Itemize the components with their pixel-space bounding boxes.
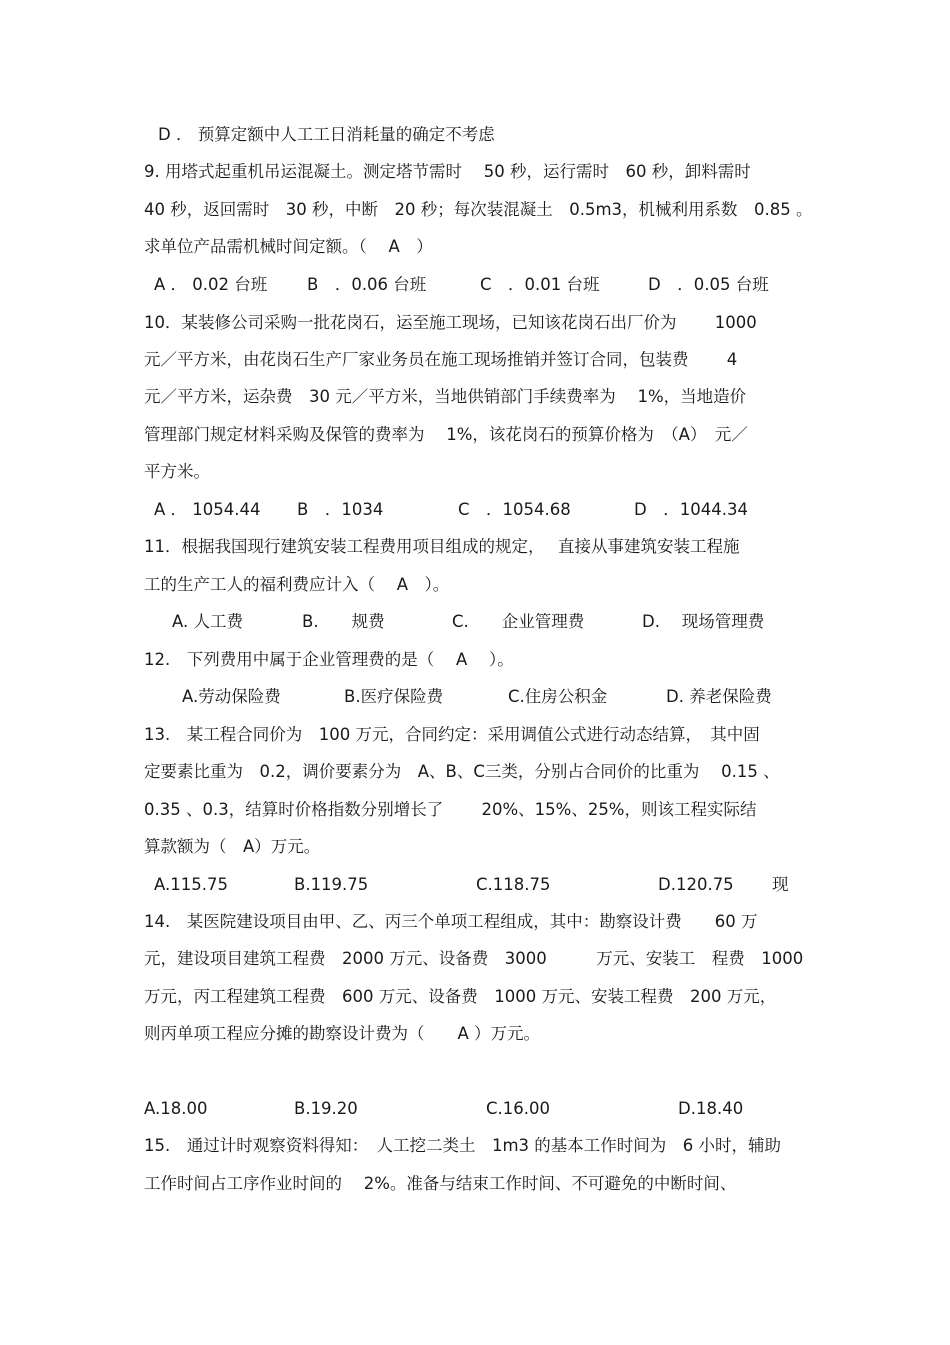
q14-text-line-2: 元，建设项目建筑工程费 2000 万元、设备费 3000 万元、安装工 程费 1000 xyxy=(144,949,804,968)
q14-text-line-1: 14. 某医院建设项目由甲、乙、丙三个单项工程组成，其中：勘察设计费 60 万 xyxy=(144,912,758,931)
q11-option-c: C. 企业管理费 xyxy=(452,612,585,631)
q11-text-line-1: 11．根据我国现行建筑安装工程费用项目组成的规定， 直接从事建筑安装工程施 xyxy=(144,537,740,556)
q13-text-line-2: 定要素比重为 0.2，调价要素分为 A、B、C三类，分别占合同价的比重为 0.15 、 xyxy=(144,762,780,781)
q9-text-line-2: 40 秒，返回需时 30 秒，中断 20 秒；每次装混凝土 0.5m3，机械利用系数 0.85 。 xyxy=(144,200,813,219)
q10-option-b: B ．1034 xyxy=(297,500,384,519)
q8-option-d: D ． 预算定额中人工工日消耗量的确定不考虑 xyxy=(158,125,495,144)
q11-option-b: B. 规费 xyxy=(302,612,385,631)
q10-text-line-1: 10．某装修公司采购一批花岗石，运至施工现场，已知该花岗石出厂价为 1000 xyxy=(144,313,757,332)
q10-text-line-5: 平方米。 xyxy=(144,462,210,481)
q14-option-a: A.18.00 xyxy=(144,1099,208,1118)
q14-option-d: D.18.40 xyxy=(678,1099,744,1118)
q10-option-d: D ．1044.34 xyxy=(634,500,748,519)
q12-options xyxy=(144,684,814,710)
q11-text-line-2: 工的生产工人的福利费应计入（ A ）。 xyxy=(144,575,450,594)
q9-option-b: B ．0.06 台班 xyxy=(307,275,427,294)
q13-option-d: D.120.75 xyxy=(658,875,734,894)
q11-option-a: A. 人工费 xyxy=(172,612,243,631)
q9-text-line-1: 9. 用塔式起重机吊运混凝土。测定塔节需时 50 秒，运行需时 60 秒，卸料需时 xyxy=(144,162,751,181)
q13-option-a: A.115.75 xyxy=(154,875,228,894)
q11-option-d: D. 现场管理费 xyxy=(642,612,765,631)
q14-text-line-3: 万元，丙工程建筑工程费 600 万元、设备费 1000 万元、安装工程费 200 万元， xyxy=(144,987,777,1006)
q12-option-c: C.住房公积金 xyxy=(508,687,608,706)
q10-option-c: C ．1054.68 xyxy=(458,500,571,519)
q14-option-b: B.19.20 xyxy=(294,1099,358,1118)
q13-trailing-text: 现 xyxy=(772,875,789,894)
q9-option-d: D ．0.05 台班 xyxy=(648,275,769,294)
q15-text-line-1: 15. 通过计时观察资料得知： 人工挖二类土 1m3 的基本工作时间为 6 小时，辅助 xyxy=(144,1136,782,1155)
q10-text-line-4: 管理部门规定材料采购及保管的费率为 1%，该花岗石的预算价格为 （A） 元／ xyxy=(144,425,748,444)
q12-option-d: D. 养老保险费 xyxy=(666,687,772,706)
q10-text-line-2: 元／平方米，由花岗石生产厂家业务员在施工现场推销并签订合同，包装费 4 xyxy=(144,350,738,369)
q14-text-line-4: 则丙单项工程应分摊的勘察设计费为（ A ）万元。 xyxy=(144,1024,541,1043)
q13-text-line-3: 0.35 、0.3，结算时价格指数分别增长了 20%、15%、25%，则该工程实际结 xyxy=(144,800,757,819)
q13-text-line-1: 13. 某工程合同价为 100 万元，合同约定：采用调值公式进行动态结算， 其中固 xyxy=(144,725,760,744)
q9-option-c: C ．0.01 台班 xyxy=(480,275,600,294)
q15-text-line-2: 工作时间占工序作业时间的 2%。准备与结束工作时间、不可避免的中断时间、 xyxy=(144,1174,737,1193)
q9-text-line-3: 求单位产品需机械时间定额。（ A ） xyxy=(144,237,433,256)
q9-option-a: A ． 0.02 台班 xyxy=(154,275,268,294)
q10-options xyxy=(144,497,814,523)
q10-text-line-3: 元／平方米，运杂费 30 元／平方米，当地供销部门手续费率为 1%，当地造价 xyxy=(144,387,747,406)
q12-option-a: A.劳动保险费 xyxy=(182,687,281,706)
q13-option-b: B.119.75 xyxy=(294,875,369,894)
q14-option-c: C.16.00 xyxy=(486,1099,551,1118)
q14-options xyxy=(144,1096,814,1122)
q12-option-b: B.医疗保险费 xyxy=(344,687,444,706)
q12-text: 12. 下列费用中属于企业管理费的是（ A ）。 xyxy=(144,650,514,669)
q13-text-line-4: 算款额为（ A）万元。 xyxy=(144,837,321,856)
q13-options xyxy=(144,872,814,898)
q9-options xyxy=(144,272,814,298)
q11-options xyxy=(144,609,814,635)
q10-option-a: A ． 1054.44 xyxy=(154,500,261,519)
q13-option-c: C.118.75 xyxy=(476,875,551,894)
